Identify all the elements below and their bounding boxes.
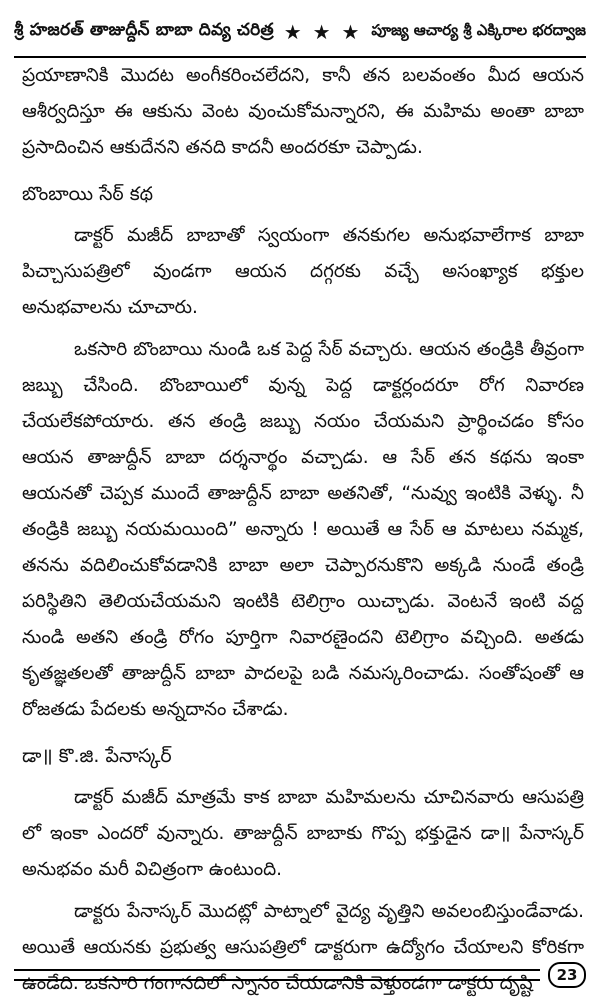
- paragraph-continuation: ప్రయాణానికి మొదట అంగీకరించలేదని, కానీ తన బలవంతం మీద ఆయన ఆశీర్వదిస్తూ ఈ ఆకును వెంట వుంచుకోమన్నారని, ఈ మహిమ అంతా బాబా ప్రసాదించిన ఆకుదేనని తనది కాదనీ అందరకూ చెప్పాడు.: [22, 65, 584, 158]
- page-number: 23: [548, 962, 586, 988]
- footer-rule: [14, 969, 540, 981]
- paragraph: డాక్టరు పేనాస్కర్ మొదట్లో పాట్నాలో వైద్య వృత్తిని అవలంబిస్తుండేవాడు. అయితే ఆయనకు ప్రభుత్వ ఆసుపత్రిలో డాక్టరుగా ఉద్యోగం చేయాలని కోరికగా ఉండేది. ఒకసారి గంగానదిలో స్నానం చేయడానికి వెళ్తుండగా డాక్టరు దృష్టి: [22, 901, 584, 994]
- star-separator: ★ ★ ★: [283, 20, 362, 44]
- paragraph: ఒకసారి బొంబాయి నుండి ఒక పెద్ద సేఠ్ వచ్చారు. ఆయన తండ్రికి తీవ్రంగా జబ్బు చేసింది. బొంబాయిలో వున్న పెద్ద డాక్టర్లందరూ రోగ నివారణ చేయలేకపోయారు. తన తండ్రి జబ్బు నయం చేయమని ప్రార్థించడం కోసం ఆయన తాజుద్దీన్ బాబా దర్శనార్థం వచ్చాడు. ఆ సేఠ్ తన కథను ఇంకా ఆయనతో చెప్పక ముందే తాజుద్దీన్ బాబా అతనితో, “నువ్వు ఇంటికి వెళ్ళు. నీ తండ్రికి జబ్బు నయమయింది” అన్నారు ! అయితే ఆ సేఠ్ ఆ మాటలు నమ్మక, తనను వదిలించుకోవడానికి బాబా అలా చెప్పారనుకొని అక్కడి నుండే తండ్రి పరిస్థితిని తెలియచేయమని ఇంటికి టెలిగ్రాం యిచ్చాడు. వెంటనే ఇంటి వద్ద నుండి అతని తండ్రి రోగం పూర్తిగా నివారణైందని టెలిగ్రాం వచ్చింది. అతడు కృతజ్ఞతలతో తాజుద్దీన్ బాబా పాదలపై బడి నమస్కరించాడు. సంతోషంతో ఆ రోజతడు పేదలకు అన్నదానం చేశాడు.: [22, 339, 584, 720]
- author-name: పూజ్య ఆచార్య శ్రీ ఎక్కిరాల భరద్వాజ: [371, 21, 586, 39]
- page-footer: [14, 962, 586, 988]
- section-heading-bombay-seth: బొంబాయి సేఠ్ కథ: [22, 183, 154, 205]
- paragraph: డాక్టర్ మజీద్ బాబాతో స్వయంగా తనకుగల అనుభవాలేగాక బాబా పిచ్చాసుపత్రిలో వుండగా ఆయన దగ్గరకు వచ్చే అసంఖ్యాక భక్తుల అనుభవాలను చూచారు.: [22, 225, 584, 318]
- book-title: శ్రీ హజరత్ తాజుద్దీన్ బాబా దివ్య చరిత్ర: [14, 20, 274, 40]
- page-body: [22, 58, 584, 1008]
- running-header: [14, 10, 586, 58]
- section-heading-dr-penaskar: డా॥ కొ.జి. పేనాస్కర్: [22, 745, 172, 767]
- paragraph: డాక్టర్ మజీద్ మాత్రమే కాక బాబా మహిమలను చూచినవారు ఆసుపత్రి లో ఇంకా ఎందరో వున్నారు. తాజుద్దీన్ బాబాకు గొప్ప భక్తుడైన డా॥ పేనాస్కర్ అనుభవం మరీ విచిత్రంగా ఉంటుంది.: [22, 787, 584, 880]
